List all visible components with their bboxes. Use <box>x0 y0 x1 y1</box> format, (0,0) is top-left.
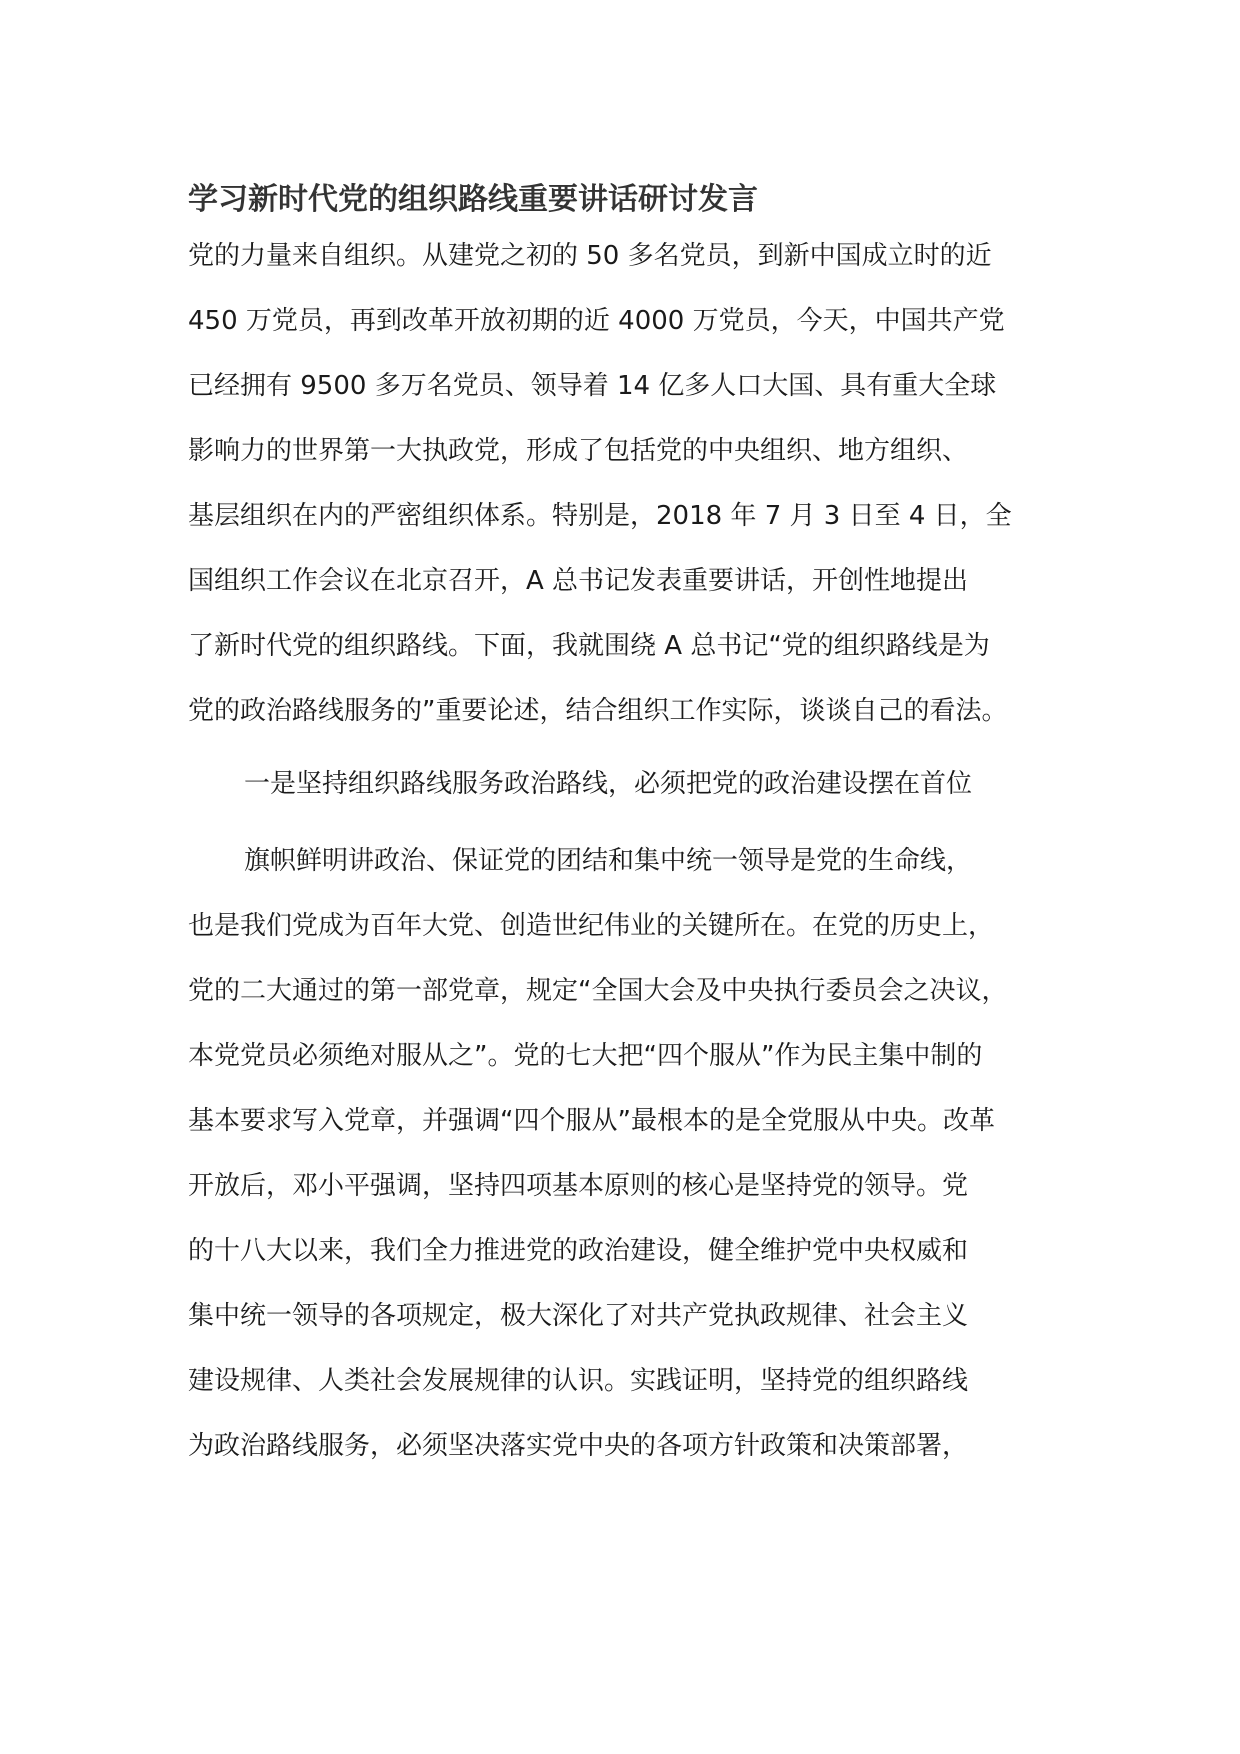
intro-line: 影响力的世界第一大执政党，形成了包括党的中央组织、地方组织、 <box>188 436 969 466</box>
intro-line: 党的政治路线服务的”重要论述，结合组织工作实际，谈谈自己的看法。 <box>188 696 1008 726</box>
body-line: 旗帜鲜明讲政治、保证党的团结和集中统一领导是党的生命线， <box>244 846 973 876</box>
document-body <box>188 176 1068 1479</box>
intro-line: 基层组织在内的严密组织体系。特别是，2018 年 7 月 3 日至 4 日，全 <box>188 501 1012 531</box>
intro-line: 了新时代党的组织路线。下面，我就围绕 A 总书记“党的组织路线是为 <box>188 631 990 661</box>
document-title: 学习新时代党的组织路线重要讲话研讨发言 <box>188 182 758 217</box>
section-heading: 一是坚持组织路线服务政治路线，必须把党的政治建设摆在首位 <box>244 769 973 799</box>
body-line: 党的二大通过的第一部党章，规定“全国大会及中央执行委员会之决议， <box>188 976 1008 1006</box>
body-line: 基本要求写入党章，并强调“四个服从”最根本的是全党服从中央。改革 <box>188 1106 995 1136</box>
body-line: 为政治路线服务，必须坚决落实党中央的各项方针政策和决策部署， <box>188 1431 969 1461</box>
paragraph-spacer <box>188 817 1068 829</box>
paragraph-spacer <box>188 744 1068 752</box>
body-line: 建设规律、人类社会发展规律的认识。实践证明，坚持党的组织路线 <box>188 1366 969 1396</box>
intro-line: 已经拥有 9500 多万名党员、领导着 14 亿多人口大国、具有重大全球 <box>188 371 997 401</box>
body-line: 的十八大以来，我们全力推进党的政治建设，健全维护党中央权威和 <box>188 1236 969 1266</box>
body-line: 集中统一领导的各项规定，极大深化了对共产党执政规律、社会主义 <box>188 1301 969 1331</box>
body-paragraph <box>188 829 1068 1479</box>
intro-line: 党的力量来自组织。从建党之初的 50 多名党员，到新中国成立时的近 <box>188 241 992 271</box>
body-line: 也是我们党成为百年大党、创造世纪伟业的关键所在。在党的历史上， <box>188 911 995 941</box>
intro-line: 国组织工作会议在北京召开，A 总书记发表重要讲话，开创性地提出 <box>188 566 969 596</box>
body-line: 本党党员必须绝对服从之”。党的七大把“四个服从”作为民主集中制的 <box>188 1041 983 1071</box>
intro-line: 450 万党员，再到改革开放初期的近 4000 万党员，今天，中国共产党 <box>188 306 1005 336</box>
intro-paragraph <box>188 224 1068 744</box>
body-line: 开放后，邓小平强调，坚持四项基本原则的核心是坚持党的领导。党 <box>188 1171 969 1201</box>
